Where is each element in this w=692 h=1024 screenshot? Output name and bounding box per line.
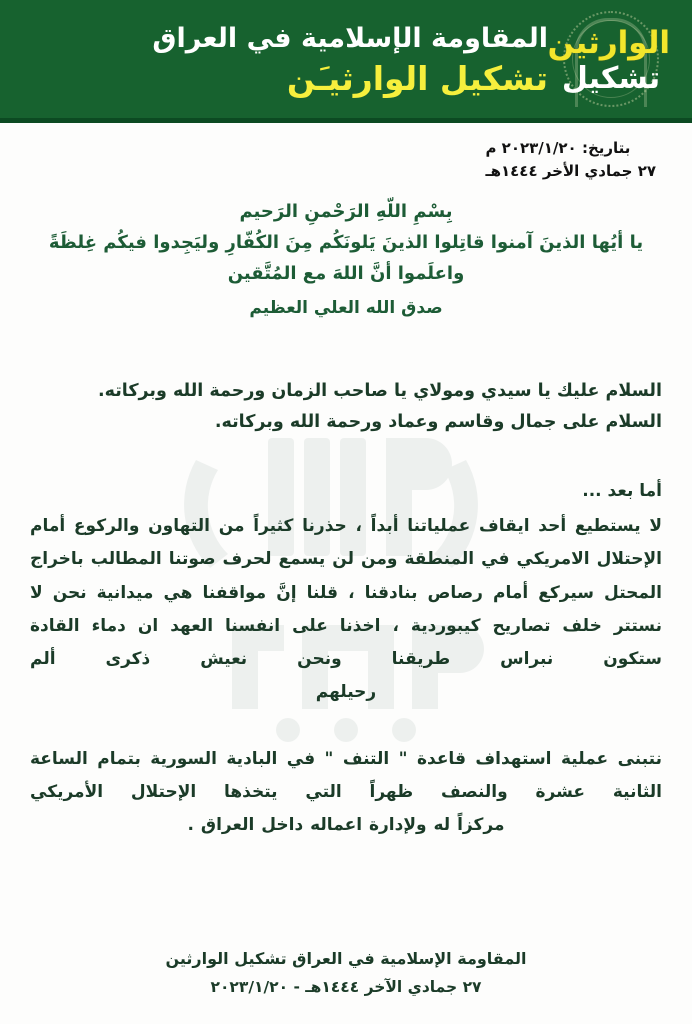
organization-logo (547, 8, 670, 116)
header-organization-name: المقاومة الإسلامية في العراق (152, 23, 548, 55)
quran-attribution: صدق الله العلي العظيم (249, 297, 443, 318)
header-banner (0, 0, 692, 123)
salutation-block (30, 376, 662, 437)
logo-word-bottom: تشكيل (561, 60, 661, 96)
footer-date: ٢٧ جمادي الآخر ١٤٤٤هـ - ٢٠٢٣/١/٢٠ (210, 978, 482, 997)
body-paragraph-2-tail: مركزاً له ولإدارة اعماله داخل العراق . (187, 815, 505, 836)
date-hijri: ٢٧ جمادي الأخر ١٤٤٤هـ (485, 161, 656, 180)
body-paragraph-1-tail: رحيلهم (315, 681, 377, 702)
body-paragraph-2 (30, 743, 662, 842)
salutation-line-1: السلام عليك يا سيدي ومولاي يا صاحب الزمان ورحمة الله وبركاته. (97, 381, 662, 402)
quran-verse-line-1: يا أيُها الذينَ آمنوا قاتِلوا الذينَ يَلونَكُم مِنَ الكُفّارِ وليَجِدوا فيكُم غِلظَةً (48, 231, 644, 253)
footer-organization-name: المقاومة الإسلامية في العراق تشكيل الوارثين (165, 949, 527, 969)
body-paragraph-1-text: لا يستطيع أحد ايقاف عملياتنا أبداً ، حذرنا كثيراً من التهاون والركوع أمام الإحتلال الامريكي في المنطقة ومن لن يسمع لحرف صوتنا المطالب باخراج المحتل سيركع أمام رصاص بنادقنا ، قلنا إنَّ مواقفنا هي ميدانية نحن لا نستتر خلف تصاريح كيبوردية ، اخذنا على انفسنا العهد ان دماء القادة ستكون نبراس طريقنا ونحن نعيش ذكرى ألم (30, 516, 662, 669)
body-paragraph-1 (30, 510, 662, 709)
header-title-group (18, 22, 552, 101)
quran-block (30, 198, 662, 324)
salutation-line-2: السلام على جمال وقاسم وعماد ورحمة الله وبركاته. (214, 411, 662, 432)
body-intro: أما بعد ... (582, 481, 662, 502)
quran-verse-line-2: واعلَموا أنَّ اللهَ مع المُتَّقين (227, 263, 465, 285)
logo-word-top: الوارثين (547, 24, 670, 61)
document-footer (0, 945, 692, 1002)
header-formation-name: تشكيل الوارثيـَن (286, 58, 548, 98)
body-paragraph-2-text: نتبنى عملية استهداف قاعدة " التنف " في البادية السورية بتمام الساعة الثانية عشرة والنصف ظهراً التي يتخذها الإحتلال الأمريكي (30, 749, 662, 803)
date-block (30, 123, 662, 182)
document-content (0, 123, 692, 843)
date-gregorian: بتاريخ: ٢٠٢٣/١/٢٠ م (485, 139, 631, 157)
basmala-text: بِسْمِ اللّهِ الرَحْمنِ الرَحيم (239, 201, 453, 222)
